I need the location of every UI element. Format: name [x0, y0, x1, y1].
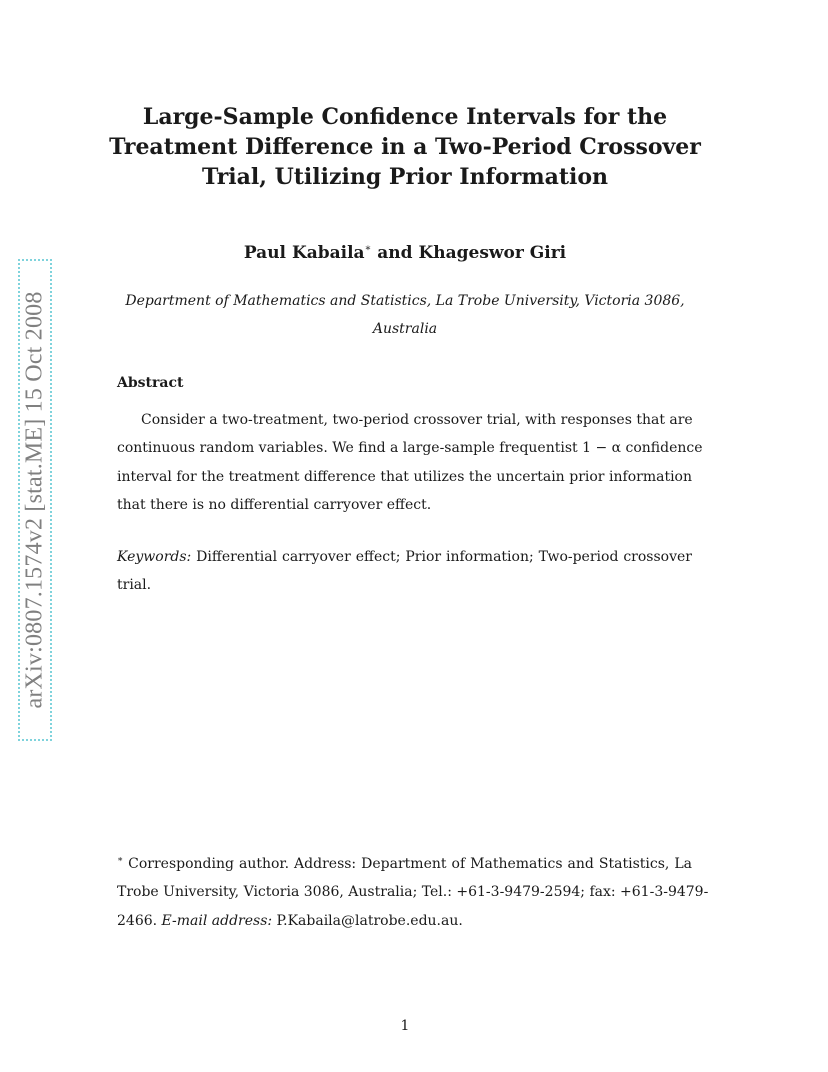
email-label: E-mail address: — [161, 912, 273, 929]
footnote-text-3: 2466. — [117, 912, 162, 929]
footnote-mark: ∗ — [117, 855, 124, 865]
keywords-text-2: trial. — [117, 577, 152, 594]
footnote-text-1: Corresponding author. Address: Department of Mathematics and Statistics, La — [123, 856, 692, 872]
author-1: Paul Kabaila — [243, 243, 365, 263]
abstract-line: interval for the treatment difference that utilizes the uncertain prior information — [117, 468, 692, 485]
email-address: P.Kabaila@latrobe.edu.au. — [272, 912, 463, 929]
paper-title — [100, 102, 710, 192]
arxiv-stamp — [18, 259, 52, 741]
keywords-line-1 — [117, 543, 692, 571]
title-line-1: Large-Sample Confidence Intervals for the — [142, 104, 668, 130]
footnote — [117, 850, 709, 935]
affiliation-line-1: Department of Mathematics and Statistics, La Trobe University, Victoria 3086, — [125, 293, 685, 309]
title-line-2: Treatment Difference in a Two-Period Crossover — [109, 134, 701, 160]
page-number: 1 — [400, 1018, 410, 1034]
affiliation — [100, 287, 710, 343]
abstract-line: continuous random variables. We find a large-sample frequentist 1 − α confidence — [117, 440, 703, 457]
abstract-heading: Abstract — [117, 375, 184, 391]
author-list — [100, 241, 710, 265]
arxiv-stamp-text: arXiv:0807.1574v2 [stat.ME] 15 Oct 2008 — [21, 291, 48, 709]
keywords-label: Keywords: — [117, 549, 192, 565]
author-2: Khageswor Giri — [418, 243, 567, 263]
abstract-body — [117, 406, 703, 519]
footnote-line-3 — [117, 907, 692, 935]
footnote-text-2: Trobe University, Victoria 3086, Australia; Tel.: +61-3-9479-2594; fax: +61-3-9479- — [117, 884, 709, 901]
keywords — [117, 543, 692, 600]
abstract-line: that there is no differential carryover effect. — [117, 496, 432, 513]
corresponding-author-mark: ∗ — [364, 243, 372, 254]
footnote-line-1 — [117, 850, 692, 878]
affiliation-line-2: Australia — [372, 321, 438, 337]
author-joiner: and — [371, 243, 419, 263]
title-line-3: Trial, Utilizing Prior Information — [201, 164, 609, 190]
keywords-text-1: Differential carryover effect; Prior information; Two-period crossover — [191, 549, 692, 565]
abstract-line: Consider a two-treatment, two-period crossover trial, with responses that are — [141, 412, 693, 428]
